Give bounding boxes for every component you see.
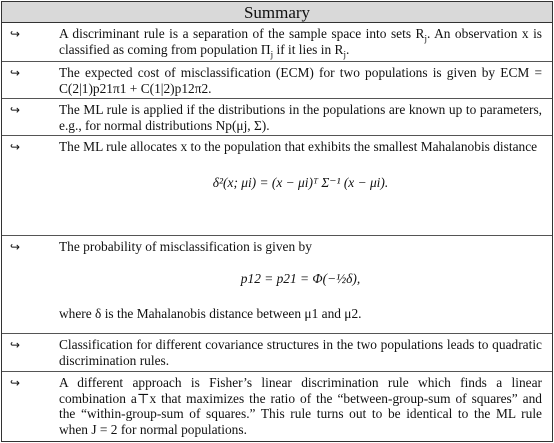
summary-item	[2, 334, 552, 372]
summary-item	[2, 136, 552, 236]
summary-item	[2, 99, 552, 136]
hook-right-arrow-icon: ↪	[10, 27, 21, 41]
misclassification-equation: p12 = p21 = Φ(−½δ),	[240, 270, 361, 286]
summary-item-note: where δ is the Mahalanobis distance between μ1 and μ2.	[59, 306, 362, 322]
hook-right-arrow-icon: ↪	[10, 240, 21, 254]
summary-item-text: The ML rule is applied if the distributions in the populations are known up to parameters, e.g., for normal distributions Np(μj, Σ).	[59, 102, 542, 133]
hook-right-arrow-icon: ↪	[10, 66, 21, 80]
mahalanobis-equation: δ²(x; μi) = (x − μi)ᵀ Σ⁻¹ (x − μi).	[212, 174, 389, 190]
summary-item-text: The expected cost of misclassification (ECM) for two populations is given by ECM = C(2|1)p21π1 + C(1|2)p12π2.	[59, 65, 542, 96]
summary-item-text: The probability of misclassification is given by	[59, 239, 312, 254]
summary-item-text: The ML rule allocates x to the population that exhibits the smallest Mahalanobis distance	[59, 139, 538, 154]
summary-item	[2, 372, 552, 440]
summary-item	[2, 62, 552, 99]
hook-right-arrow-icon: ↪	[10, 376, 21, 390]
summary-item	[2, 23, 552, 62]
summary-title: Summary	[2, 2, 552, 23]
hook-right-arrow-icon: ↪	[10, 140, 21, 154]
hook-right-arrow-icon: ↪	[10, 103, 21, 117]
summary-item-text: A different approach is Fisher’s linear discrimination rule which finds a linear combination a⊤x that maximizes the ratio of the “between-group-sum of squares” and the “within-group-sum of squares.” This rule turns out to be identical to the ML rule when J = 2 for normal populations.	[59, 375, 542, 437]
hook-right-arrow-icon: ↪	[10, 338, 21, 352]
summary-box	[1, 1, 553, 442]
summary-item-text: Classification for different covariance structures in the two populations leads to quadratic discrimination rules.	[59, 337, 542, 368]
summary-item	[2, 236, 552, 334]
summary-item-text: A discriminant rule is a separation of the sample space into sets $R_j$. An observation x is classified as coming from population $\Pi_j$ if it lies in $R_j$.	[59, 26, 543, 60]
